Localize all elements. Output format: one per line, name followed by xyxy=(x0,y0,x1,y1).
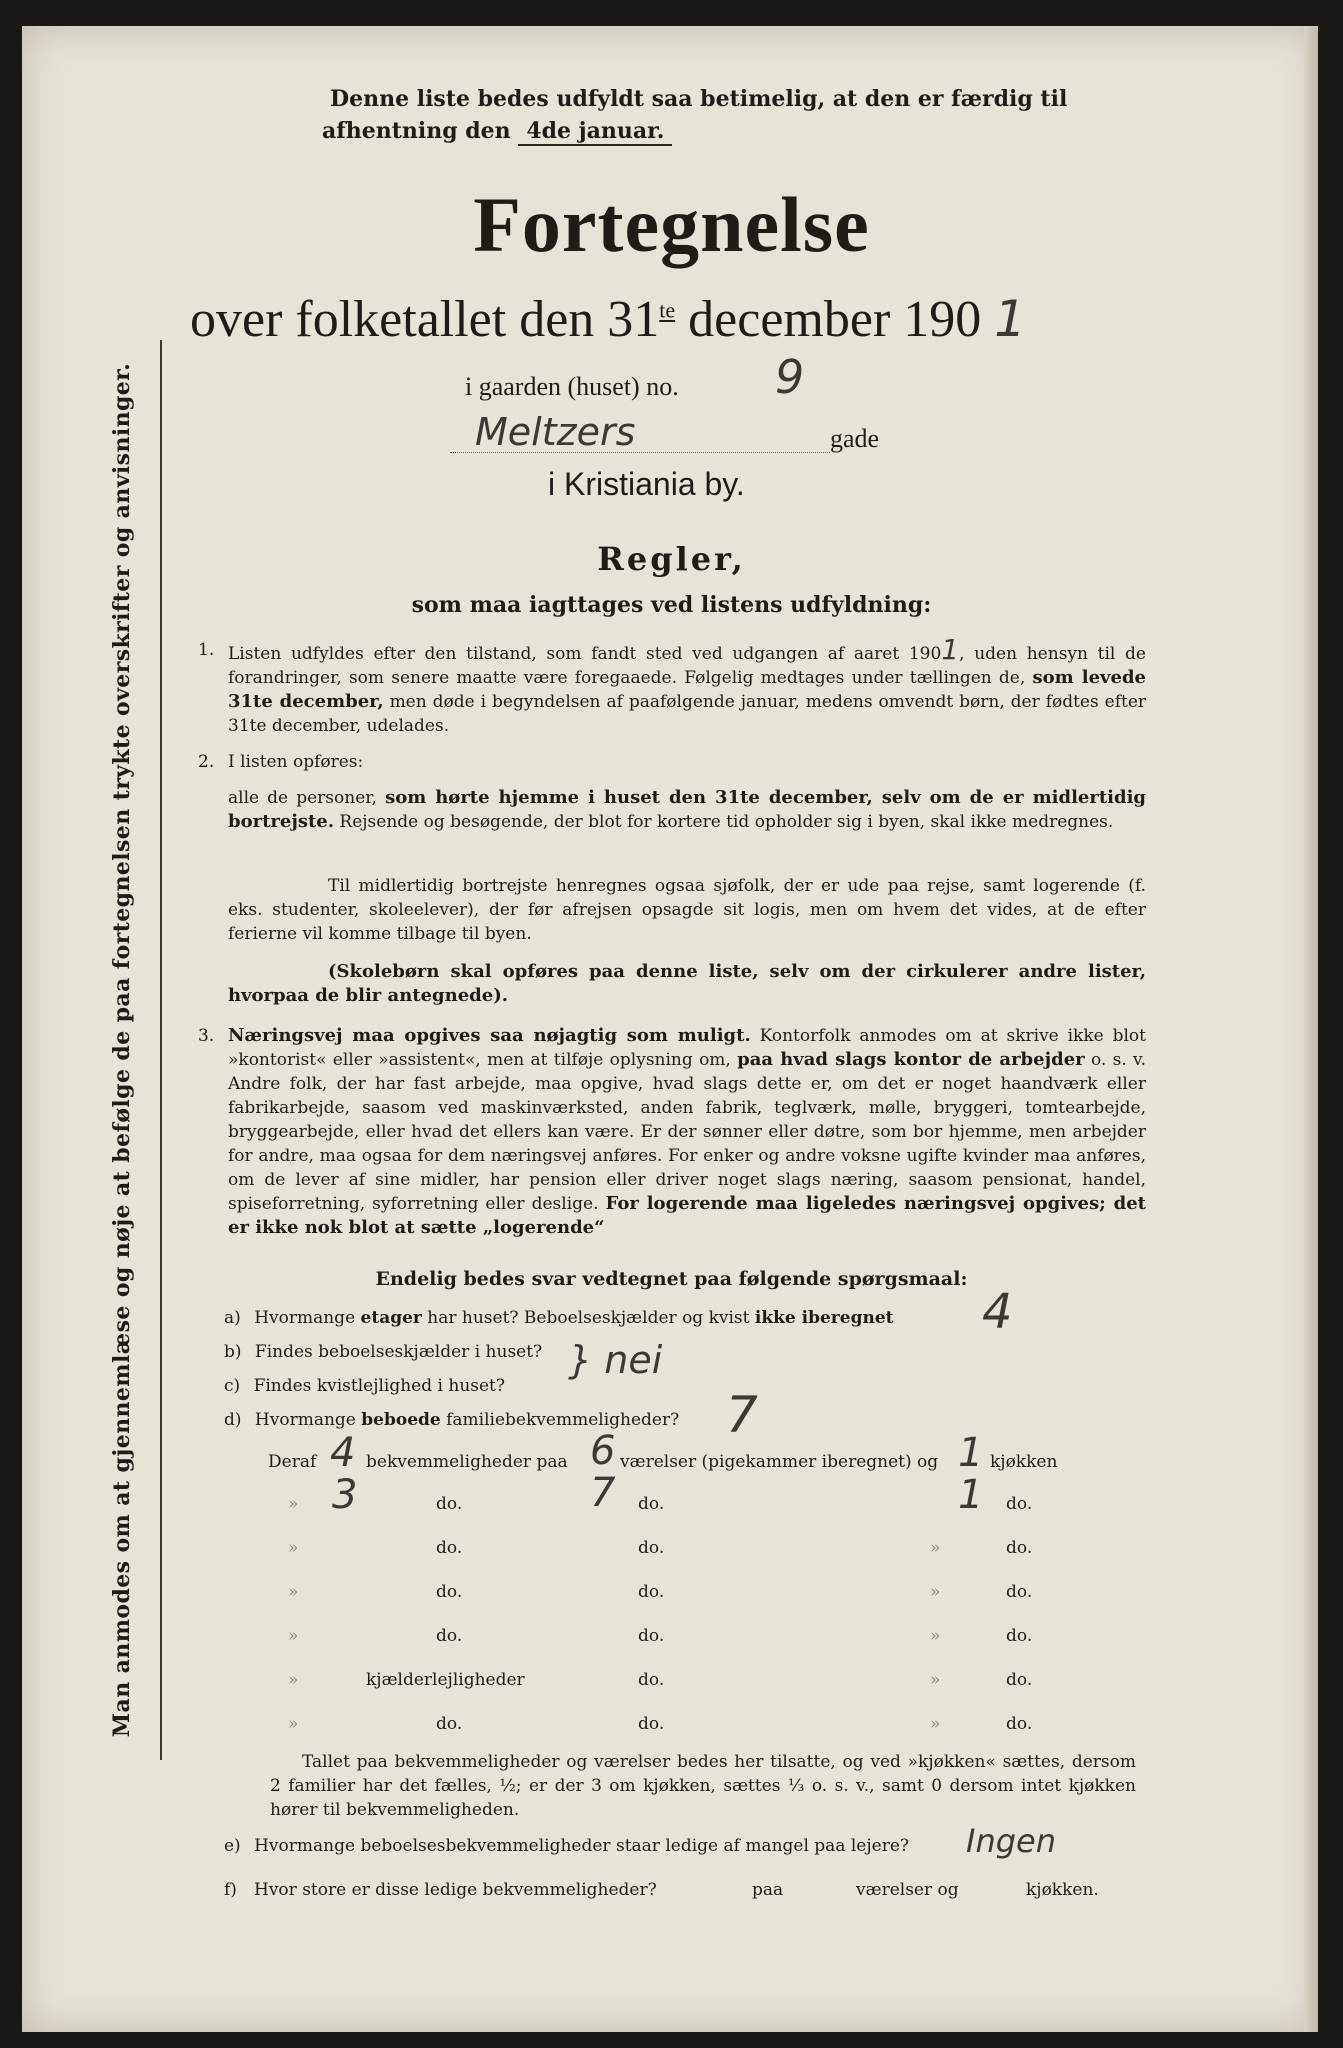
ditto-mark: » xyxy=(930,1538,941,1558)
rule3-bold1: Næringsvej maa opgives saa nøjagtig som muligt. xyxy=(228,1025,751,1046)
question-a-text1: Hvormange xyxy=(254,1308,356,1328)
ditto-mark: » xyxy=(930,1670,941,1690)
ditto-do: do. xyxy=(436,1538,463,1558)
rule1-number: 1. xyxy=(198,640,215,660)
rule1-year-handwritten: 1 xyxy=(941,633,960,666)
ditto-do: do. xyxy=(1006,1670,1033,1690)
question-b-letter: b) xyxy=(224,1342,242,1362)
question-a-text2: har huset? Beboelseskjælder og kvist xyxy=(427,1308,750,1328)
rule2-lead: I listen opføres: xyxy=(228,752,364,772)
rule1-bold: som levede 31te december, xyxy=(228,667,1146,712)
side-instruction: Man anmodes om at gjennemlæse og nøje at befølge de paa fortegnelsen trykte overskrifter og anvisninger. xyxy=(109,362,135,1738)
ditto-mark: » xyxy=(930,1582,941,1602)
row1-count-handwritten: 4 xyxy=(330,1430,356,1476)
city-line: i Kristiania by. xyxy=(548,466,745,502)
rule2-paragraph3: (Skolebørn skal opføres paa denne liste, selv om der cirkulerer andre lister, hvorpaa de blir antegnede). xyxy=(228,961,1146,1006)
rule3-number: 3. xyxy=(198,1026,215,1046)
ditto-do: do. xyxy=(638,1670,665,1690)
census-year-handwritten: 1 xyxy=(994,290,1027,348)
ditto-mark: » xyxy=(288,1626,299,1646)
question-f-paa: paa xyxy=(752,1880,784,1900)
subtitle-part-a: over folketallet den 31 xyxy=(190,291,660,348)
question-bc-answer: } nei xyxy=(568,1338,663,1382)
question-c xyxy=(224,1374,505,1398)
house-number-handwritten: 9 xyxy=(775,350,805,404)
page-title: Fortegnelse xyxy=(473,181,870,268)
header-notice-line2 xyxy=(322,118,672,144)
question-c-text: Findes kvistlejlighed i huset? xyxy=(253,1376,506,1396)
ditto-do: do. xyxy=(638,1494,665,1514)
ditto-do: do. xyxy=(1006,1494,1033,1514)
header-notice-prefix: afhentning den xyxy=(322,118,511,144)
question-f-text: Hvor store er disse ledige bekvemmeligheder? xyxy=(254,1880,657,1900)
rule2-p1-bold: som hørte hjemme i huset den 31te december, selv om de er midlertidig bortrejste. xyxy=(228,787,1147,832)
ditto-do: do. xyxy=(436,1714,463,1734)
ditto-mark: » xyxy=(288,1538,299,1558)
table-col2: værelser (pigekammer iberegnet) og xyxy=(620,1452,939,1472)
table-col3: kjøkken xyxy=(990,1452,1058,1472)
question-f-rooms: værelser og xyxy=(856,1880,959,1900)
header-notice-line1: Denne liste bedes udfyldt saa betimelig, at den er færdig til xyxy=(330,86,1068,112)
rule3-bold2: paa hvad slags kontor de arbejder xyxy=(737,1049,1085,1070)
rule2-number: 2. xyxy=(198,752,215,772)
basement-apartments-label: kjælderlejligheder xyxy=(366,1670,525,1690)
ditto-mark: » xyxy=(930,1626,941,1646)
rule1-part-c: men døde i begyndelsen af paafølgende januar, medens omvendt børn, der fødtes efter 31te december, udelades. xyxy=(228,692,1147,736)
rule1-part-b: , uden hensyn til de forandringer, som senere maatte være foregaaede. Følgelig medtages under tællingen de, xyxy=(228,644,1146,688)
rule2-paragraph1 xyxy=(228,786,1146,834)
rules-subheading: som maa iagttages ved listens udfyldning: xyxy=(411,592,932,618)
ditto-do: do. xyxy=(638,1538,665,1558)
rules-heading: Regler, xyxy=(597,540,746,578)
question-a-answer: 4 xyxy=(982,1284,1013,1340)
rule2-paragraph2: Til midlertidig bortrejste henregnes ogsaa sjøfolk, der er ude paa rejse, samt logerende (f. eks. studenter, skoleelever), der før afrejsen opsagde sit logis, men om hvem det vides, at de efter ferierne vil komme tilbage til byen. xyxy=(228,876,1146,944)
street-line xyxy=(450,452,830,453)
house-number-label: i gaarden (huset) no. xyxy=(465,372,679,401)
question-c-letter: c) xyxy=(224,1376,241,1396)
ditto-do: do. xyxy=(436,1494,463,1514)
table-note: Tallet paa bekvemmeligheder og værelser bedes her tilsatte, og ved »kjøkken« sættes, dersom 2 familier har det fælles, ½; er der 3 om kjøkken, sættes ⅓ o. s. v., samt 0 dersom intet kjøkken hører til bekvemmeligheden. xyxy=(270,1752,1136,1820)
question-d-answer: 7 xyxy=(726,1386,758,1444)
question-d-letter: d) xyxy=(224,1410,242,1430)
row2-kitchen-handwritten: 1 xyxy=(958,1472,984,1518)
rule3-text xyxy=(228,1024,1146,1240)
row2-count-handwritten: 3 xyxy=(332,1472,358,1518)
question-d-text1: Hvormange xyxy=(254,1410,356,1430)
ditto-mark: » xyxy=(288,1494,299,1514)
ditto-mark: » xyxy=(288,1582,299,1602)
ditto-do: do. xyxy=(638,1714,665,1734)
question-e-letter: e) xyxy=(224,1836,241,1856)
row1-rooms-handwritten: 6 xyxy=(590,1428,616,1474)
ditto-mark: » xyxy=(930,1714,941,1734)
question-f-letter: f) xyxy=(224,1880,237,1900)
row2-rooms-handwritten: 7 xyxy=(590,1470,616,1516)
page-subtitle xyxy=(190,290,1026,349)
question-f-kitchen: kjøkken. xyxy=(1026,1880,1099,1900)
ditto-do: do. xyxy=(1006,1626,1033,1646)
question-a xyxy=(224,1306,894,1330)
ditto-do: do. xyxy=(1006,1714,1033,1734)
question-e xyxy=(224,1834,909,1858)
question-b-text: Findes beboelseskjælder i huset? xyxy=(254,1342,543,1362)
row1-kitchen-handwritten: 1 xyxy=(958,1430,984,1476)
rule3-bold3: For logerende maa ligeledes næringsvej opgives; det er ikke nok blot at sætte „logerende“ xyxy=(228,1193,1146,1238)
rule3-part-b: o. s. v. Andre folk, der har fast arbejde, maa opgive, hvad slags dette er, om det er noget haandværk eller fabrikarbejde, saasom ved maskinværksted, anden fabrik, teglværk, mølle, bryggeri, tomtearbejde, bryggearbejde, eller hvad det ellers kan være. Er der sønner eller døtre, som bor hjemme, men arbejder for andre, maa ogsaa for dem næringsvej anføres. For enker og andre voksne ugifte kvinder maa anføres, om de lever af sine midler, har pension eller driver noget slags næring, saasom pensionat, handel, spiseforretning, syforretning eller deslige. xyxy=(228,1050,1147,1214)
table-col1: bekvemmeligheder paa xyxy=(366,1452,568,1472)
subtitle-superscript: te xyxy=(659,297,676,323)
table-deraf: Deraf xyxy=(268,1452,317,1472)
ditto-do: do. xyxy=(436,1582,463,1602)
street-name-handwritten: Meltzers xyxy=(475,410,636,454)
ditto-mark: » xyxy=(288,1670,299,1690)
questions-heading: Endelig bedes svar vedtegnet paa følgende spørgsmaal: xyxy=(375,1268,968,1290)
rule2-p1-part-a: alle de personer, xyxy=(228,788,377,808)
question-d-bold: beboede xyxy=(361,1410,441,1430)
question-b xyxy=(224,1340,542,1364)
rule2-p1-part-b: Rejsende og besøgende, der blot for kortere tid opholder sig i byen, skal ikke medregnes. xyxy=(339,812,1114,832)
question-a-letter: a) xyxy=(224,1308,241,1328)
rule1-text xyxy=(228,633,1147,738)
ditto-mark: » xyxy=(288,1714,299,1734)
ditto-do: do. xyxy=(1006,1582,1033,1602)
ditto-do: do. xyxy=(1006,1538,1033,1558)
question-d-text2: familiebekvemmeligheder? xyxy=(446,1410,680,1430)
question-e-text: Hvormange beboelsesbekvemmeligheder staar ledige af mangel paa lejere? xyxy=(254,1836,909,1856)
pickup-date: 4de januar. xyxy=(518,118,672,146)
rule1-part-a: Listen udfyldes efter den tilstand, som fandt sted ved udgangen af aaret 190 xyxy=(228,644,942,664)
question-a-bold2: ikke iberegnet xyxy=(754,1308,894,1328)
street-suffix: gade xyxy=(830,424,880,453)
ditto-do: do. xyxy=(638,1626,665,1646)
ditto-do: do. xyxy=(436,1626,463,1646)
subtitle-part-b: december 190 xyxy=(688,291,982,348)
question-e-answer: Ingen xyxy=(966,1822,1056,1860)
question-a-bold: etager xyxy=(360,1308,422,1328)
ditto-do: do. xyxy=(638,1582,665,1602)
rule3-part-a: Kontorfolk anmodes om at skrive ikke blot »kontorist« eller »assistent«, men at tilføje oplysning om, xyxy=(228,1026,1146,1070)
